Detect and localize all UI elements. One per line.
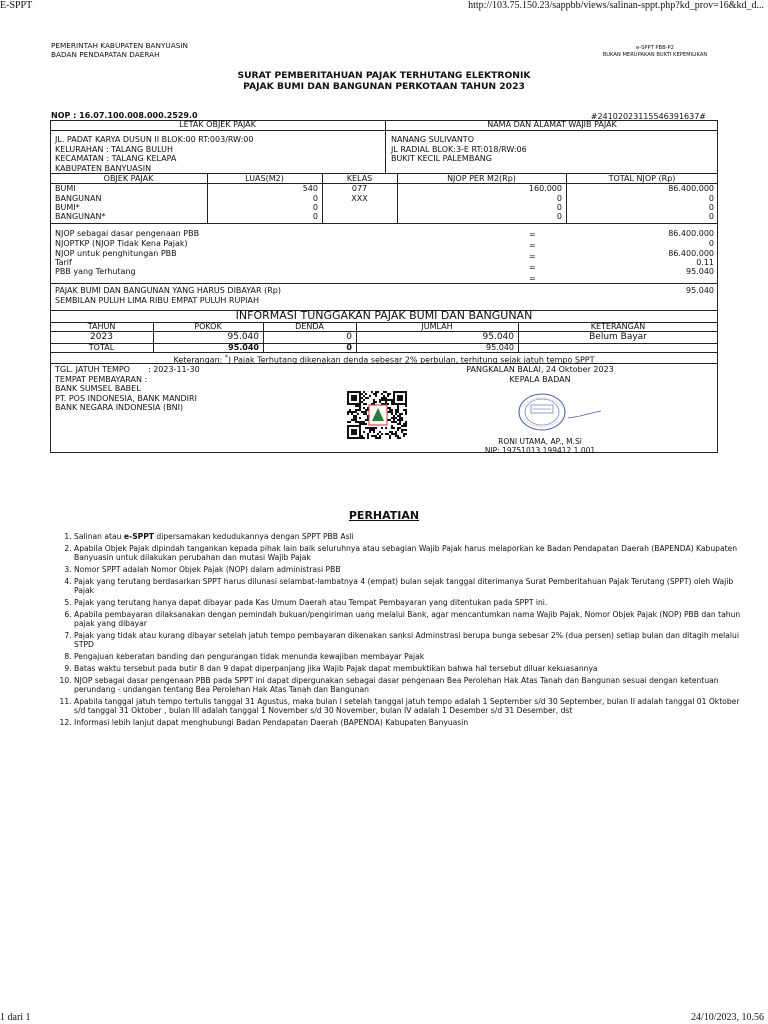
tunggakan-tahun: 2023 — [90, 332, 113, 342]
calc-eq: = — [529, 263, 536, 272]
calc-eq: = — [529, 241, 536, 250]
perhatian-item-post: Apabila Objek Pajak dipindah tangankan kepada pihak lain baik seluruhnya atau sebagian Wajib Pajak harus melaporkan ke Badan Pendapatan Daerah (BAPENDA) Kabupaten Banyuasin untuk dilakukan perubahan dan mutasi Wajib Pajak — [74, 544, 738, 562]
tunggakan-keterangan: Belum Bayar — [589, 332, 647, 342]
col-pokok: POKOK — [194, 322, 222, 331]
letak-address — [55, 135, 253, 173]
wajib-line: NANANG SULIVANTO — [391, 135, 474, 144]
payable-value: 95.040 — [686, 286, 714, 295]
calc-eq: = — [529, 274, 536, 283]
calc-value: 86.400.000 — [668, 229, 714, 238]
tunggakan-note — [50, 353, 718, 366]
perhatian-item-post: Informasi lebih lanjut dapat menghubungi Badan Pendapatan Daerah (BAPENDA) Kabupaten Banyuasin — [74, 718, 469, 727]
eppt-tag — [585, 45, 725, 59]
perhatian-item-post: Nomor SPPT adalah Nomor Objek Pajak (NOP) dalam administrasi PBB — [74, 565, 341, 574]
sign-place-date: PANGKALAN BALAI, 24 Oktober 2023 — [466, 365, 614, 374]
qr-code — [347, 391, 408, 439]
place-item: BANK NEGARA INDONESIA (BNI) — [55, 403, 184, 412]
note-prefix: Keterangan: — [173, 355, 225, 365]
objek-njop: 0 — [556, 203, 562, 212]
col-objek: OBJEK PAJAK — [103, 174, 154, 183]
objek-njop: 0 — [556, 212, 562, 221]
objek-name: BANGUNAN — [55, 194, 102, 203]
objek-luas: 540 — [302, 184, 318, 193]
perhatian-item-post: Pajak yang terutang berdasarkan SPPT harus dilunasi selambat-lambatnya 4 (empat) bulan sejak tanggal diterimanya Surat Pemberitahuan Pajak Terutang (SPPT) oleh Wajib Pajak — [74, 577, 734, 595]
perhatian-item — [74, 577, 742, 595]
calc-value: 0 — [708, 239, 714, 248]
letak-line: KECAMATAN : TALANG KELAPA — [55, 154, 177, 163]
objek-kelas: 077 — [351, 184, 368, 193]
objek-name: BUMI — [55, 184, 76, 193]
col-kelas: KELAS — [346, 174, 373, 183]
tunggakan-pokok: 95.040 — [227, 332, 259, 342]
payment-info — [55, 365, 200, 413]
print-datetime: 24/10/2023, 10.56 — [690, 1012, 764, 1023]
signer-nip: NIP: 19751013 199412 1 001 — [484, 446, 596, 455]
perhatian-item-post: NJOP sebagai dasar pengenaan PBB pada SPPT ini dapat dipergunakan sebagai dasar pengenaan Bea Perolehan Hak Atas Tanah dan Bangunan sesuai dengan ketentuan perundang - undangan tentang Bea Perolehan Hak Atas Tanah dan Bangunan — [74, 676, 719, 694]
calc-eq: = — [529, 252, 536, 261]
doc-title-2: PAJAK BUMI DAN BANGUNAN PERKOTAAN TAHUN 2023 — [243, 81, 525, 92]
col-tahun: TAHUN — [87, 322, 116, 331]
col-njop: NJOP PER M2(Rp) — [447, 174, 516, 183]
note-asterisk: * — [224, 354, 228, 361]
col-total: TOTAL NJOP (Rp) — [608, 174, 676, 183]
perhatian-item — [74, 565, 742, 574]
perhatian-item-post: Pengajuan keberatan banding dan pengurangan tidak menunda kewajiban membayar Pajak — [74, 652, 425, 661]
objek-luas: 0 — [312, 212, 318, 221]
signer — [440, 437, 640, 455]
col-keterangan: KETERANGAN — [590, 322, 646, 331]
perhatian-item — [74, 544, 742, 562]
perhatian-item — [74, 718, 742, 727]
due-label: TGL. JATUH TEMPO — [55, 365, 130, 374]
tunggakan-jumlah: 95.040 — [482, 332, 514, 342]
perhatian-item-bold: e-SPPT — [123, 532, 154, 541]
wajib-address — [391, 135, 527, 164]
calc-label: Tarif — [55, 258, 72, 267]
objek-name: BANGUNAN* — [55, 212, 106, 221]
objek-total: 0 — [708, 194, 714, 203]
perhatian-item-post: Batas waktu tersebut pada butir 8 dan 9 dapat diperpanjang jika Wajib Pajak dapat membuktikan bahwa hal tersebut diluar kekuasannya — [74, 664, 598, 673]
payable-label: PAJAK BUMI DAN BANGUNAN YANG HARUS DIBAYAR (Rp) — [55, 286, 281, 295]
perhatian-item — [74, 697, 742, 715]
place-item: BANK SUMSEL BABEL — [55, 384, 141, 393]
objek-total: 0 — [708, 203, 714, 212]
signer-name: RONI UTAMA, AP., M.Si — [498, 437, 582, 446]
tunggakan-denda: 0 — [346, 332, 352, 342]
gov-heading — [51, 41, 188, 59]
place-item: PT. POS INDONESIA, BANK MANDIRI — [55, 393, 197, 403]
letak-heading: LETAK OBJEK PAJAK — [179, 120, 256, 129]
objek-kelas: XXX — [351, 194, 368, 203]
signature-mark — [566, 408, 606, 422]
gov-line-1: PEMERINTAH KABUPATEN BANYUASIN — [51, 41, 188, 50]
wajib-line: JL RADIAL BLOK:3-E RT:018/RW:06 — [391, 144, 527, 154]
objek-luas: 0 — [312, 194, 318, 203]
calc-value: 95.040 — [686, 267, 714, 276]
col-jumlah: JUMLAH — [421, 322, 453, 331]
objek-luas: 0 — [312, 203, 318, 212]
total-label: TOTAL — [88, 343, 115, 352]
col-luas: LUAS(M2) — [245, 174, 284, 183]
eppt-tag-2: BUKAN MERUPAKAN BUKTI KEPEMILIKAN — [602, 52, 708, 58]
objek-total: 86.400.000 — [668, 184, 714, 193]
total-pokok: 95.040 — [228, 343, 259, 352]
perhatian-item — [74, 664, 742, 673]
perhatian-item-post: Apabila pembayaran dilaksanakan dengan pemindah bukuan/pengiriman uang melalui Bank, agar mencantumkan nama Wajib Pajak, Nomor Objek Pajak (NOP) PBB dan tahun pajak yang dibayar — [74, 610, 741, 628]
calc-label: NJOPTKP (NJOP Tidak Kena Pajak) — [55, 239, 188, 248]
tunggakan-title: INFORMASI TUNGGAKAN PAJAK BUMI DAN BANGUNAN — [235, 309, 533, 322]
objek-njop: 160.000 — [528, 184, 562, 193]
payable-words: SEMBILAN PULUH LIMA RIBU EMPAT PULUH RUPIAH — [55, 296, 260, 305]
nop-number: NOP : 16.07.100.008.000.2529.0 — [51, 111, 198, 120]
sign-role: KEPALA BADAN — [509, 375, 571, 384]
total-denda: 0 — [346, 343, 352, 352]
letak-line: JL. PADAT KARYA DUSUN II BLOK:00 RT:003/RW:00 — [55, 135, 254, 144]
place-label: TEMPAT PEMBAYARAN : — [55, 374, 148, 384]
objek-name: BUMI* — [55, 203, 80, 212]
calc-label: NJOP sebagai dasar pengenaan PBB — [55, 229, 200, 238]
calc-eq: = — [529, 230, 536, 239]
objek-njop: 0 — [556, 194, 562, 203]
perhatian-item — [74, 532, 742, 541]
perhatian-item — [74, 610, 742, 628]
print-page: 1 dari 1 — [0, 1012, 31, 1023]
calc-label: NJOP untuk penghitungan PBB — [55, 249, 177, 258]
doc-title — [50, 70, 718, 92]
eppt-tag-1: e-SPPT PBB-P2 — [636, 45, 674, 51]
perhatian-item-pre: Salinan atau — [74, 532, 124, 541]
wajib-heading: NAMA DAN ALAMAT WAJIB PAJAK — [487, 120, 617, 129]
wajib-line: BUKIT KECIL PALEMBANG — [391, 154, 492, 163]
perhatian-item-post: Pajak yang tidak atau kurang dibayar setelah jatuh tempo pembayaran dikenakan sanksi Adminstrasi berupa bunga sebesar 2% (dua persen) setiap bulan dan ditagih melalui STPD — [74, 631, 739, 649]
perhatian-item-post: Pajak yang terutang hanya dapat dibayar pada Kas Umum Daerah atau Tempat Pembayaran yang ditentukan pada SPPT ini. — [74, 598, 548, 607]
print-title: E-SPPT — [0, 0, 33, 11]
letak-line: KABUPATEN BANYUASIN — [55, 163, 152, 173]
perhatian-item — [74, 631, 742, 649]
calc-value: 86.400.000 — [668, 249, 714, 258]
sign-block — [440, 365, 640, 385]
perhatian-title: PERHATIAN — [348, 509, 420, 522]
calc-label: PBB yang Terhutang — [55, 267, 136, 276]
perhatian-item-post: Apabila tanggal jatuh tempo tertulis tanggal 31 Agustus, maka bulan I setelah tanggal jatuh tempo adalah 1 September s/d 30 September, bulan II adalah tanggal 01 Oktober s/d tanggal 31 Oktober , bulan III adalah tanggal 1 November s/d 30 November, bulan IV adalah 1 Desember s/d 31 Desember, dst — [74, 697, 740, 715]
note-text: ) Pajak Terhutang dikenakan denda sebesar 2% perbulan, terhitung sejak jatuh tempo SPPT — [227, 355, 595, 365]
col-denda: DENDA — [295, 322, 324, 331]
due-value: : 2023-11-30 — [147, 365, 200, 374]
perhatian-item — [74, 652, 742, 661]
document-id: #24102023115546391637# — [590, 112, 706, 121]
official-stamp — [517, 392, 567, 432]
gov-line-2: BADAN PENDAPATAN DAERAH — [51, 50, 160, 59]
perhatian-list — [55, 532, 742, 730]
print-url: http://103.75.150.23/sappbb/views/salinan-sppt.php?kd_prov=16&kd_d... — [468, 0, 764, 11]
letak-line: KELURAHAN : TALANG BULUH — [55, 144, 174, 154]
perhatian-item-post: dipersamakan kedudukannya dengan SPPT PBB Asli — [154, 532, 354, 541]
objek-total: 0 — [708, 212, 714, 221]
calc-value: 0.11 — [696, 258, 714, 267]
perhatian-item — [74, 598, 742, 607]
perhatian-item — [74, 676, 742, 694]
total-jumlah: 95.040 — [486, 343, 514, 352]
doc-title-1: SURAT PEMBERITAHUAN PAJAK TERHUTANG ELEKTRONIK — [237, 70, 531, 81]
